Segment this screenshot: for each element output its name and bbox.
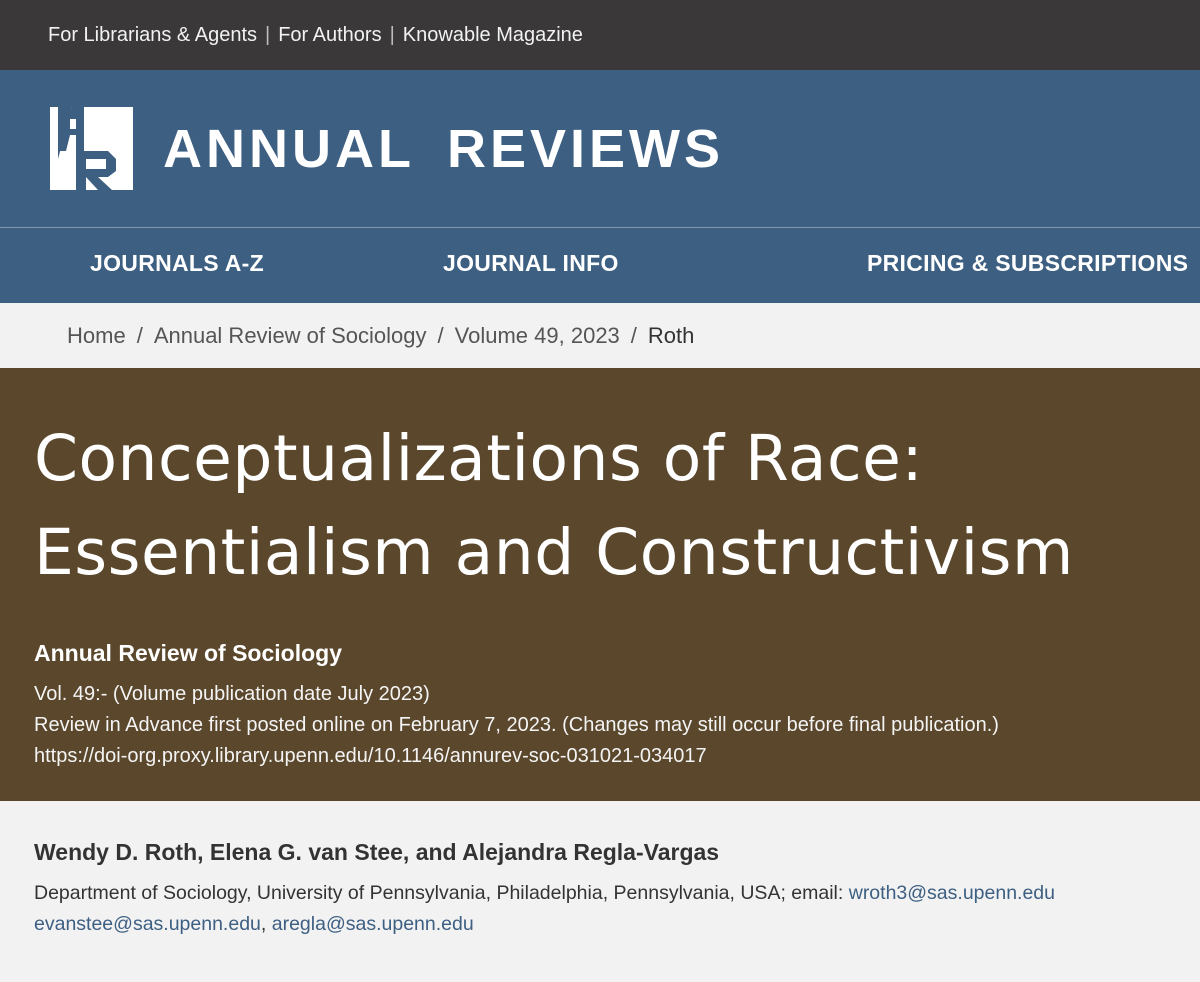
- for-authors-link[interactable]: For Authors: [278, 23, 382, 46]
- breadcrumb-volume[interactable]: Volume 49, 2023: [454, 322, 620, 348]
- email-separator: ,: [260, 913, 267, 935]
- email-link-vanstee[interactable]: evanstee@sas.upenn.edu: [34, 913, 261, 935]
- article-header: [0, 368, 1200, 801]
- breadcrumb-separator: /: [630, 322, 637, 348]
- nav-journal-info[interactable]: JOURNAL INFO: [443, 250, 619, 276]
- breadcrumb-separator: /: [136, 322, 143, 348]
- topbar-separator: |: [389, 23, 395, 46]
- article-title-line1: Conceptualizations of Race:: [34, 422, 924, 495]
- article-meta: [34, 679, 1166, 772]
- brand-name[interactable]: ANNUAL REVIEWS: [163, 118, 725, 179]
- nav-pricing-subscriptions[interactable]: PRICING & SUBSCRIPTIONS: [867, 250, 1189, 276]
- journal-name[interactable]: Annual Review of Sociology: [34, 640, 342, 666]
- email-link-regla[interactable]: aregla@sas.upenn.edu: [271, 913, 474, 935]
- authors-section: [0, 801, 1200, 982]
- affiliation-text: Department of Sociology, University of Pennsylvania, Philadelphia, Pennsylvania, USA; email:: [34, 882, 844, 904]
- breadcrumb-journal[interactable]: Annual Review of Sociology: [153, 322, 427, 348]
- author-list: Wendy D. Roth, Elena G. van Stee, and Alejandra Regla-Vargas: [34, 839, 720, 865]
- article-title: [34, 412, 1166, 600]
- advance-notice: Review in Advance first posted online on February 7, 2023. (Changes may still occur before final publication.): [34, 714, 999, 736]
- breadcrumb-current: Roth: [647, 322, 695, 348]
- affiliation: [34, 878, 1166, 940]
- article-title-line2: Essentialism and Constructivism: [34, 516, 1074, 589]
- breadcrumb-separator: /: [437, 322, 444, 348]
- breadcrumb: [0, 303, 1200, 368]
- knowable-magazine-link[interactable]: Knowable Magazine: [402, 23, 583, 46]
- doi-link[interactable]: https://doi-org.proxy.library.upenn.edu/10.1146/annurev-soc-031021-034017: [34, 745, 707, 767]
- site-header: [0, 70, 1200, 227]
- top-utility-bar: [0, 0, 1200, 70]
- for-librarians-link[interactable]: For Librarians & Agents: [48, 23, 257, 46]
- annual-reviews-logo-icon[interactable]: [50, 107, 133, 190]
- breadcrumb-home[interactable]: Home: [67, 322, 126, 348]
- topbar-separator: |: [265, 23, 271, 46]
- volume-info: Vol. 49:- (Volume publication date July 2023): [34, 683, 430, 705]
- email-link-roth[interactable]: wroth3@sas.upenn.edu: [848, 882, 1055, 904]
- main-nav: [0, 227, 1200, 303]
- nav-journals-a-z[interactable]: JOURNALS A-Z: [90, 250, 264, 276]
